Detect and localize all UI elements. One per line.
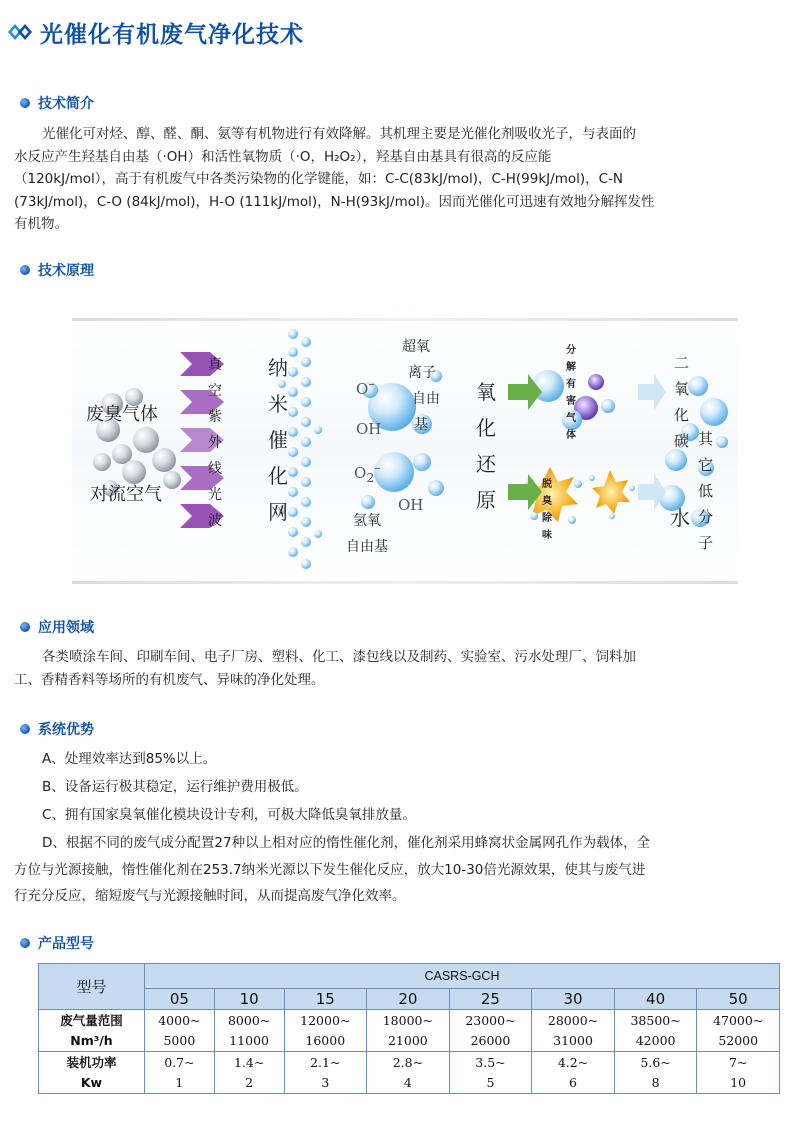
- power-min-cell: 3.5~: [449, 1052, 532, 1073]
- model-cell: 30: [532, 988, 615, 1009]
- bullet-icon: [20, 938, 30, 948]
- airflow-min-cell: 28000~: [532, 1010, 615, 1031]
- power-max-cell: 5: [449, 1073, 532, 1094]
- airflow-min-cell: 38500~: [614, 1010, 697, 1031]
- section-application-heading: 应用领域: [20, 616, 94, 638]
- nano-mesh-label: 纳 米 催 化 网: [268, 356, 288, 524]
- advantage-d-line-1: D、根据不同的废气成分配置27种以上相对应的惰性催化剂，催化剂采用蜂窝状金属网孔作为载体，全: [42, 835, 651, 851]
- airflow-min-cell: 47000~: [697, 1010, 780, 1031]
- bullet-icon: [20, 724, 30, 734]
- power-label: 装机功率: [39, 1052, 145, 1073]
- advantage-a: A、处理效率达到85%以上。: [42, 751, 217, 767]
- product-model-table: [38, 963, 780, 1094]
- airflow-max-cell: 31000: [532, 1031, 615, 1052]
- bullet-icon: [20, 265, 30, 275]
- bullet-icon: [20, 98, 30, 108]
- model-cell: 50: [697, 988, 780, 1009]
- power-max-cell: 10: [697, 1073, 780, 1094]
- input-waste-gas-label: 废臭气体: [86, 404, 158, 425]
- o2-minus-label-2: $O_2^-$: [354, 460, 381, 485]
- section-principle-heading: 技术原理: [20, 259, 94, 281]
- power-max-cell: 8: [614, 1073, 697, 1094]
- airflow-label: 废气量范围: [39, 1010, 145, 1031]
- model-number-row: [39, 988, 780, 1009]
- o2-minus-label: O–: [356, 376, 375, 398]
- superoxide-label: 超氧 离子 自由 基: [402, 339, 440, 433]
- intro-line: (73kJ/mol)，C-O (84kJ/mol)，H-O (111kJ/mol)，N-H(93kJ/mol)。因而光催化可迅速有效地分解挥发性: [14, 193, 655, 210]
- model-cell: 15: [284, 988, 367, 1009]
- co2-label: 二 氧 化 碳: [674, 354, 690, 450]
- deodorize-label: 脱 臭 除 味: [542, 479, 552, 541]
- application-line: 各类喷涂车间、印刷车间、电子厂房、塑料、化工、漆包线以及制药、实验室、污水处理厂、饲料加: [42, 649, 636, 665]
- model-cell: 20: [367, 988, 450, 1009]
- power-min-cell: 2.8~: [367, 1052, 450, 1073]
- power-max-cell: 4: [367, 1073, 450, 1094]
- airflow-unit: Nm³/h: [39, 1031, 145, 1052]
- power-max-cell: 1: [145, 1073, 215, 1094]
- bullet-icon: [20, 622, 30, 632]
- airflow-min-cell: 23000~: [449, 1010, 532, 1031]
- power-max-cell: 3: [284, 1073, 367, 1094]
- advantage-b: B、设备运行极其稳定，运行维护费用极低。: [42, 779, 308, 795]
- airflow-max-cell: 11000: [214, 1031, 284, 1052]
- model-cell: 10: [214, 988, 284, 1009]
- power-min-cell: 5.6~: [614, 1052, 697, 1073]
- application-line: 工、香精香料等场所的有机废气、异味的净化处理。: [14, 671, 325, 688]
- advantage-d-line-3: 行充分反应，缩短废气与光源接触时间，从而提高废气净化效率。: [14, 888, 406, 904]
- hydroxyl-label: 氢氧 自由基: [346, 513, 388, 555]
- page-header: [8, 12, 304, 52]
- other-molecule-label: 其 它 低 分 子: [698, 430, 714, 552]
- section-advantages-heading: 系统优势: [20, 718, 94, 740]
- power-min-cell: 0.7~: [145, 1052, 215, 1073]
- intro-line: 光催化可对烃、醇、醛、酮、氨等有机物进行有效降解。其机理主要是光催化剂吸收光子，与表面的: [42, 126, 636, 142]
- section-intro-heading: 技术简介: [20, 92, 94, 114]
- model-cell: 25: [449, 988, 532, 1009]
- intro-line: 水反应产生羟基自由基（·OH）和活性氧物质（·O，H₂O₂），羟基自由基具有很高的反应能: [14, 148, 552, 165]
- page-title: 光催化有机废气净化技术: [40, 21, 304, 48]
- model-header: 型号: [39, 964, 145, 1010]
- output-arrows: [638, 372, 668, 522]
- advantage-c: C、拥有国家臭氧催化模块设计专利，可极大降低臭氧排放量。: [42, 807, 416, 823]
- application-paragraph: [14, 646, 790, 691]
- table-header-row: [39, 964, 780, 989]
- double-diamond-icon: [8, 21, 34, 43]
- power-min-cell: 1.4~: [214, 1052, 284, 1073]
- airflow-max-cell: 26000: [449, 1031, 532, 1052]
- input-air-label: 对流空气: [90, 484, 162, 505]
- intro-paragraph: [14, 123, 790, 236]
- section-products-heading: 产品型号: [20, 932, 94, 954]
- intro-line: 有机物。: [14, 216, 68, 232]
- diagram-bottom-border: [72, 581, 738, 584]
- redox-label: 氧 化 还 原: [476, 380, 496, 512]
- model-cell: 05: [145, 988, 215, 1009]
- airflow-min-cell: 12000~: [284, 1010, 367, 1031]
- series-header: CASRS-GCH: [145, 964, 780, 989]
- power-max-cell: 2: [214, 1073, 284, 1094]
- advantage-d-line-2: 方位与光源接触，惰性催化剂在253.7纳米光源以下发生催化反应，放大10-30倍光源效果，使其与废气进: [14, 862, 646, 878]
- airflow-max-cell: 21000: [367, 1031, 450, 1052]
- model-cell: 40: [614, 988, 697, 1009]
- water-label: 水: [670, 506, 690, 530]
- airflow-min-cell: 8000~: [214, 1010, 284, 1031]
- intro-line: （120kJ/mol），高于有机废气中各类污染物的化学键能，如：C-C(83kJ/mol)，C-H(99kJ/mol)，C-N: [14, 171, 624, 187]
- power-row-min: [39, 1052, 780, 1073]
- power-unit: Kw: [39, 1073, 145, 1094]
- power-row-max: [39, 1073, 780, 1094]
- power-min-cell: 7~: [697, 1052, 780, 1073]
- airflow-min-cell: 4000~: [145, 1010, 215, 1031]
- airflow-max-cell: 5000: [145, 1031, 215, 1052]
- power-min-cell: 4.2~: [532, 1052, 615, 1073]
- principle-diagram: [72, 312, 738, 584]
- airflow-row-max: [39, 1031, 780, 1052]
- airflow-max-cell: 16000: [284, 1031, 367, 1052]
- reaction-arrows: [508, 372, 544, 522]
- airflow-max-cell: 52000: [697, 1031, 780, 1052]
- airflow-min-cell: 18000~: [367, 1010, 450, 1031]
- power-min-cell: 2.1~: [284, 1052, 367, 1073]
- oh-label-2: OH: [398, 496, 424, 514]
- airflow-row-min: [39, 1010, 780, 1031]
- power-max-cell: 6: [532, 1073, 615, 1094]
- decompose-label: 分 解 有 害 气 体: [566, 345, 576, 441]
- airflow-max-cell: 42000: [614, 1031, 697, 1052]
- uv-label: 真 空 紫 外 线 光 波: [208, 357, 222, 529]
- oh-label-1: OH: [356, 420, 382, 438]
